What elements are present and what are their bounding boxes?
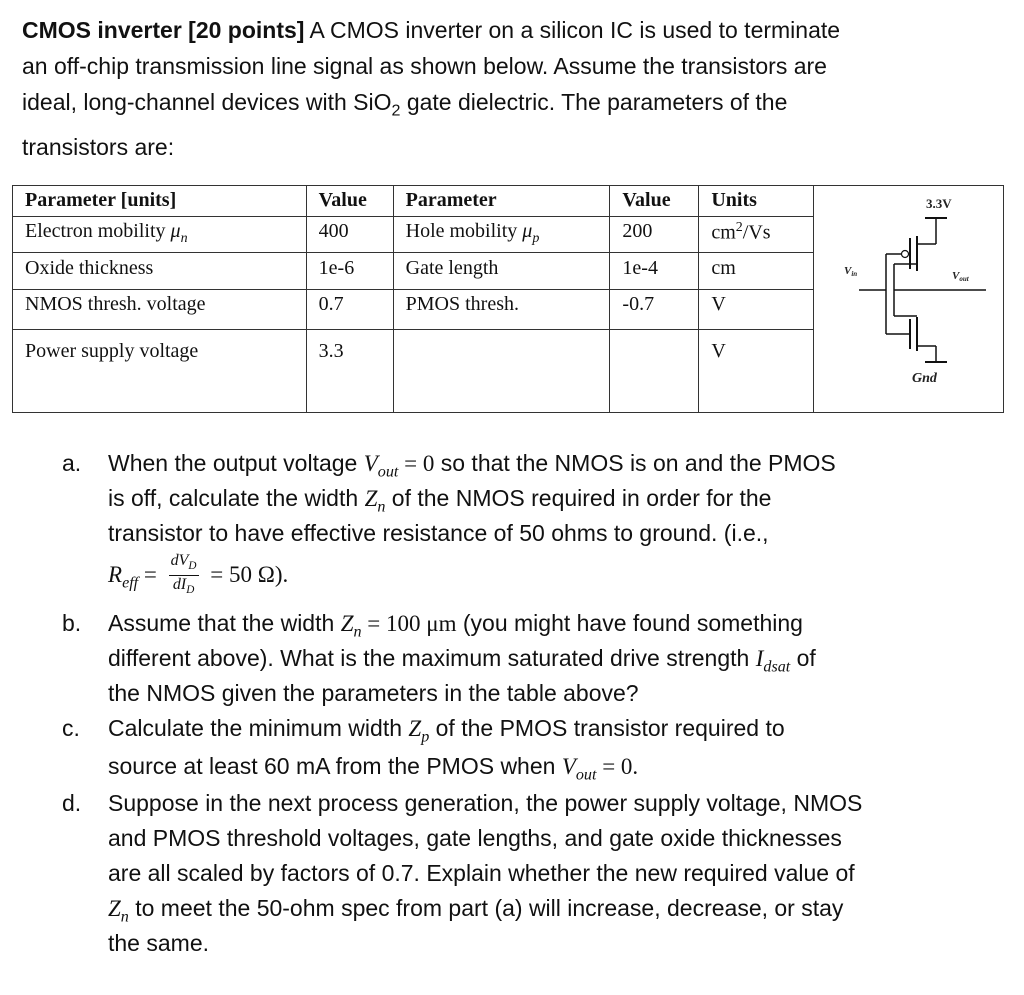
header-value-1: Value [306, 186, 393, 217]
cell-pmos-thresh: PMOS thresh. [393, 290, 610, 330]
problem-title: CMOS inverter [20 points] [22, 17, 305, 43]
parameter-table [12, 185, 1004, 413]
cell-hole-mobility: Hole mobility $\mu_p$ [393, 217, 610, 253]
cell-supply-units: V [699, 330, 814, 413]
question-a-letter: a. [62, 450, 82, 476]
cell-nmos-thresh: NMOS thresh. voltage [13, 290, 307, 330]
cell-nmos-thresh-value: 0.7 [306, 290, 393, 330]
intro-text-3b: gate dielectric. The parameters of the [400, 89, 788, 115]
header-parameter-2: Parameter [393, 186, 610, 217]
intro-line-4: transistors are: [22, 133, 175, 160]
question-d-line-4: $Z_n$ to meet the 50-ohm spec from part (a) will increase, decrease, or stay [108, 895, 844, 926]
circuit-cell [814, 186, 1004, 413]
cell-oxide-thickness: Oxide thickness [13, 253, 307, 290]
intro-line-1 [22, 12, 1012, 48]
cell-length-units: cm [699, 253, 814, 290]
cell-pmos-thresh-value: -0.7 [610, 290, 699, 330]
question-a-line-2: is off, calculate the width $Z_n$ of the NMOS required in order for the [108, 485, 772, 516]
question-c-line-2: source at least 60 mA from the PMOS when $V_{out} = 0$. [108, 753, 639, 784]
cell-empty-param [393, 330, 610, 413]
question-d-line-2: and PMOS threshold voltages, gate lengths, and gate oxide thicknesses [108, 825, 842, 851]
cell-power-supply: Power supply voltage [13, 330, 307, 413]
intro-line-3 [22, 84, 1012, 129]
question-a-formula: $R_{eff}$ = $\frac{dV_D}{dI_D}$ = 50 Ω). [108, 552, 288, 599]
vin-label: Vin [844, 265, 858, 278]
derivative-fraction: $\frac{dV_D}{dI_D}$ [170, 552, 197, 597]
table-header-row [13, 186, 1004, 217]
pmos-bubble [902, 251, 909, 258]
question-d-line-1: Suppose in the next process generation, the power supply voltage, NMOS [108, 790, 863, 816]
cell-electron-mobility: Electron mobility $\mu_n$ [13, 217, 307, 253]
cell-oxide-thickness-value: 1e-6 [306, 253, 393, 290]
question-d-letter: d. [62, 790, 82, 816]
cell-hole-mobility-value: 200 [610, 217, 699, 253]
question-b-letter: b. [62, 610, 82, 636]
header-units: Units [699, 186, 814, 217]
cell-gate-length: Gate length [393, 253, 610, 290]
vdd-label: 3.3V [926, 196, 952, 211]
cell-power-supply-value: 3.3 [306, 330, 393, 413]
gnd-label: Gnd [912, 371, 938, 386]
question-d-line-5: the same. [108, 930, 209, 956]
question-c-line-1: Calculate the minimum width $Z_p$ of the PMOS transistor required to [108, 715, 785, 746]
cell-thresh-units: V [699, 290, 814, 330]
question-a-line-3: transistor to have effective resistance of 50 ohms to ground. (i.e., [108, 520, 769, 546]
problem-intro [22, 12, 1012, 165]
question-b-line-1: Assume that the width $Z_n = 100$ μm (you might have found something [108, 610, 803, 641]
question-c-letter: c. [62, 715, 80, 741]
cell-empty-value [610, 330, 699, 413]
cell-mobility-units: $cm^2/Vs$ [699, 217, 814, 253]
question-b-line-2: different above). What is the maximum saturated drive strength $I_{dsat}$ of [108, 645, 816, 676]
header-value-2: Value [610, 186, 699, 217]
question-d-line-3: are all scaled by factors of 0.7. Explain whether the new required value of [108, 860, 855, 886]
intro-line-2: an off-chip transmission line signal as shown below. Assume the transistors are [22, 53, 827, 79]
question-b-line-3: the NMOS given the parameters in the table above? [108, 680, 639, 706]
question-a-line-1: When the output voltage $V_{out} = 0$ so that the NMOS is on and the PMOS [108, 450, 836, 481]
cmos-inverter-schematic [814, 186, 1004, 410]
vout-label: Vout [952, 270, 969, 283]
cell-electron-mobility-value: 400 [306, 217, 393, 253]
intro-text-1: A CMOS inverter on a silicon IC is used to terminate [304, 17, 841, 43]
header-parameter-units: Parameter [units] [13, 186, 307, 217]
intro-text-3a: ideal, long-channel devices with SiO [22, 89, 392, 115]
intro-sio2-sub: 2 [391, 101, 401, 120]
cell-gate-length-value: 1e-4 [610, 253, 699, 290]
